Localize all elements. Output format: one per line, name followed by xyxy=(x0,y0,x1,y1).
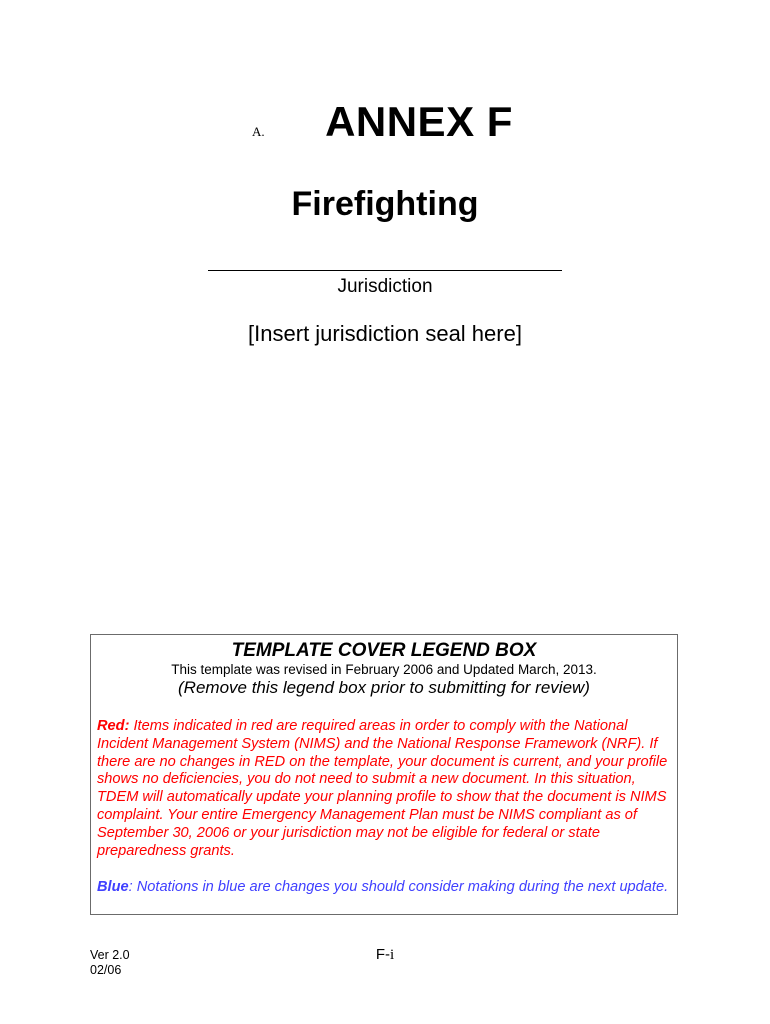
jurisdiction-signature-line xyxy=(208,256,562,271)
jurisdiction-label: Jurisdiction xyxy=(337,276,433,297)
legend-revision-note: This template was revised in February 2006 and Updated March, 2013. xyxy=(171,662,597,677)
seal-placeholder: [Insert jurisdiction seal here] xyxy=(248,321,522,346)
legend-red-key: Red: xyxy=(97,718,130,734)
footer-page-number xyxy=(0,946,770,964)
page-subtitle: Firefighting xyxy=(291,185,479,223)
legend-blue-notice xyxy=(97,878,669,897)
footer-date: 02/06 xyxy=(90,963,122,977)
footer-version: Ver 2.0 xyxy=(90,948,130,962)
annex-title: ANNEX F xyxy=(325,98,513,145)
legend-blue-key: Blue xyxy=(97,879,129,895)
legend-red-text: Items indicated in red are required areas in order to comply with the National Incident Management System (NIMS) and the National Response Framework (NRF). If there are no changes in RED on the template, your document is current, and your profile shows no deficiencies, you do not need to submit a new document. In this situation, TDEM will automatically update your planning profile to show that the document is NIMS complaint. Your entire Emergency Management Plan must be NIMS compliant as of September 30, 2006 or your jurisdiction may not be eligible for federal or state preparedness grants. xyxy=(97,718,668,859)
annex-letter: A. xyxy=(252,124,265,139)
legend-remove-note: (Remove this legend box prior to submitting for review) xyxy=(178,678,590,697)
page-number-prefix: F- xyxy=(375,946,390,963)
template-legend-box xyxy=(90,634,678,915)
legend-blue-text: : Notations in blue are changes you should consider making during the next update. xyxy=(128,879,669,895)
legend-red-notice xyxy=(97,718,669,860)
page-number-suffix: i xyxy=(390,947,395,963)
legend-title: TEMPLATE COVER LEGEND BOX xyxy=(231,640,537,661)
